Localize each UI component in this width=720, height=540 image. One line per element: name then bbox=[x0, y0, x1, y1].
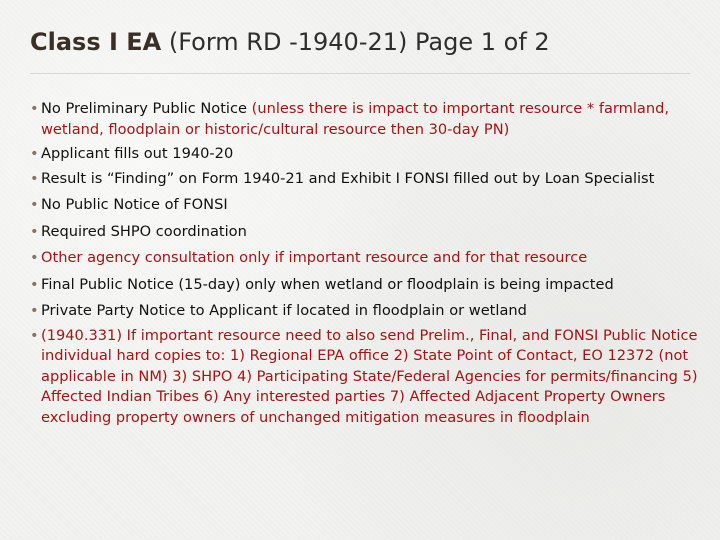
bullet-shpo-coordination bbox=[30, 222, 698, 243]
bullet-red-text: (1940.331) If important resource need to also send Prelim., Final, and FONSI Public Notice individual hard copies to: 1) Regional EPA office 2) State Point of Contact, EO 12372 (not applicable in NM) 3) SHPO 4) Participating State/Federal Agencies for permits/financing 5) Affected Indian Tribes 6) Any interested parties 7) Affected Adjacent Property Owners excluding property owners of unchanged mitigation measures in floodplain bbox=[41, 326, 698, 426]
bullet-no-fonsi-notice bbox=[30, 195, 698, 216]
slide-title-bold: Class I EA bbox=[30, 28, 162, 56]
bullet-private-party-notice bbox=[30, 301, 698, 322]
bullet-text: Applicant fills out 1940-20 bbox=[41, 145, 234, 162]
bullet-agency-consultation bbox=[30, 248, 698, 269]
title-divider bbox=[30, 73, 690, 74]
bullet-red-text: Other agency consultation only if important resource and for that resource bbox=[41, 249, 588, 266]
bullet-red-text: (unless there is impact to important resource * farmland, wetland, floodplain or historic/cultural resource then 30-day PN) bbox=[41, 100, 670, 138]
bullet-final-notice bbox=[30, 275, 698, 296]
bullet-finding-result bbox=[30, 169, 698, 190]
bullet-text: Required SHPO coordination bbox=[41, 222, 247, 240]
slide-title-rest: (Form RD -1940-21) Page 1 of 2 bbox=[161, 28, 550, 56]
bullet-list bbox=[30, 99, 698, 428]
bullet-preliminary-notice bbox=[30, 99, 698, 140]
bullet-text: No Preliminary Public Notice bbox=[41, 100, 252, 117]
bullet-text: Final Public Notice (15-day) only when wetland or floodplain is being impacted bbox=[41, 275, 614, 293]
bullet-text: Result is “Finding” on Form 1940-21 and Exhibit I FONSI filled out by Loan Specialist bbox=[41, 169, 655, 187]
slide-title bbox=[30, 24, 700, 60]
bullet-important-resource-copies bbox=[30, 326, 698, 429]
bullet-text: No Public Notice of FONSI bbox=[41, 196, 228, 213]
bullet-text: Private Party Notice to Applicant if located in floodplain or wetland bbox=[41, 302, 527, 319]
bullet-applicant-form bbox=[30, 144, 698, 165]
